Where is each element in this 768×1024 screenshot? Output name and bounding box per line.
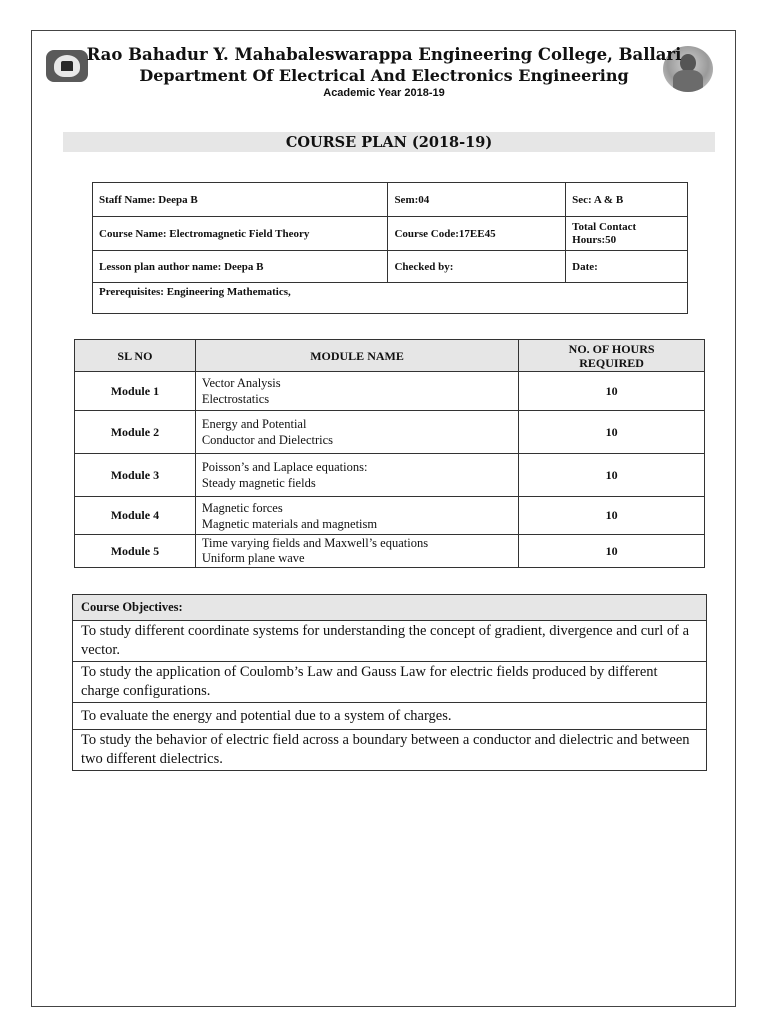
prerequisites-cell: Prerequisites: Engineering Mathematics, — [93, 283, 688, 314]
module-topic: Conductor and Dielectrics — [201, 433, 334, 447]
table-row — [75, 372, 705, 411]
module-topic: Uniform plane wave — [201, 551, 305, 565]
objective-item: To study the behavior of electric field across a boundary between a conductor and dielectric and between two different dielectrics. — [73, 730, 707, 771]
total-contact-label: Total Contact — [572, 220, 637, 233]
academic-year: Academic Year 2018-19 — [323, 87, 445, 99]
date-cell: Date: — [566, 251, 688, 283]
hours-header — [519, 340, 705, 372]
module-topic: Time varying fields and Maxwell’s equations — [201, 536, 429, 550]
staff-name-cell: Staff Name: Deepa B — [93, 183, 388, 217]
table-row — [75, 454, 705, 497]
module-sl: Module 5 — [75, 535, 196, 568]
objective-item: To study the application of Coulomb’s Law and Gauss Law for electric fields produced by different charge configurations. — [73, 662, 707, 703]
course-objectives-table — [72, 594, 707, 771]
module-topic: Vector Analysis — [201, 376, 281, 390]
module-hours: 10 — [519, 372, 705, 411]
module-hours: 10 — [519, 454, 705, 497]
course-plan-banner: COURSE PLAN (2018-19) — [63, 132, 715, 152]
course-code-cell: Course Code:17EE45 — [388, 217, 566, 251]
module-topic: Steady magnetic fields — [201, 476, 316, 490]
table-row — [75, 535, 705, 568]
module-topic: Electrostatics — [201, 392, 270, 406]
module-name-cell — [195, 372, 518, 411]
hours-header-line2: REQUIRED — [579, 355, 644, 370]
hours-header-line1: NO. OF HOURS — [568, 341, 655, 356]
sem-cell: Sem:04 — [388, 183, 566, 217]
module-sl: Module 4 — [75, 497, 196, 535]
module-sl: Module 1 — [75, 372, 196, 411]
module-name-header: MODULE NAME — [195, 340, 518, 372]
sl-no-header: SL NO — [75, 340, 196, 372]
college-name: Rao Bahadur Y. Mahabaleswarappa Engineering College, Ballari — [86, 45, 682, 64]
course-objectives-heading: Course Objectives: — [73, 595, 707, 621]
module-name-cell — [195, 411, 518, 454]
module-name-cell — [195, 454, 518, 497]
module-sl: Module 3 — [75, 454, 196, 497]
modules-table — [74, 339, 705, 568]
checked-by-cell: Checked by: — [388, 251, 566, 283]
module-name-cell — [195, 535, 518, 568]
department-name: Department Of Electrical And Electronics Engineering — [139, 66, 629, 85]
total-contact-value: Hours:50 — [572, 233, 617, 246]
module-topic: Energy and Potential — [201, 417, 307, 431]
module-topic: Poisson’s and Laplace equations: — [201, 460, 368, 474]
lesson-plan-author-cell: Lesson plan author name: Deepa B — [93, 251, 388, 283]
table-row — [75, 411, 705, 454]
objective-item: To evaluate the energy and potential due to a system of charges. — [73, 703, 707, 730]
module-topic: Magnetic materials and magnetism — [201, 516, 378, 531]
course-info-table — [92, 182, 688, 314]
sec-cell: Sec: A & B — [566, 183, 688, 217]
objective-item: To study different coordinate systems for understanding the concept of gradient, divergence and curl of a vector. — [73, 621, 707, 662]
module-sl: Module 2 — [75, 411, 196, 454]
module-hours: 10 — [519, 411, 705, 454]
total-contact-hours-cell — [566, 217, 688, 251]
module-name-cell — [195, 497, 518, 535]
module-hours: 10 — [519, 497, 705, 535]
module-hours: 10 — [519, 535, 705, 568]
course-name-cell: Course Name: Electromagnetic Field Theory — [93, 217, 388, 251]
module-topic: Magnetic forces — [201, 500, 283, 515]
table-row — [75, 497, 705, 535]
